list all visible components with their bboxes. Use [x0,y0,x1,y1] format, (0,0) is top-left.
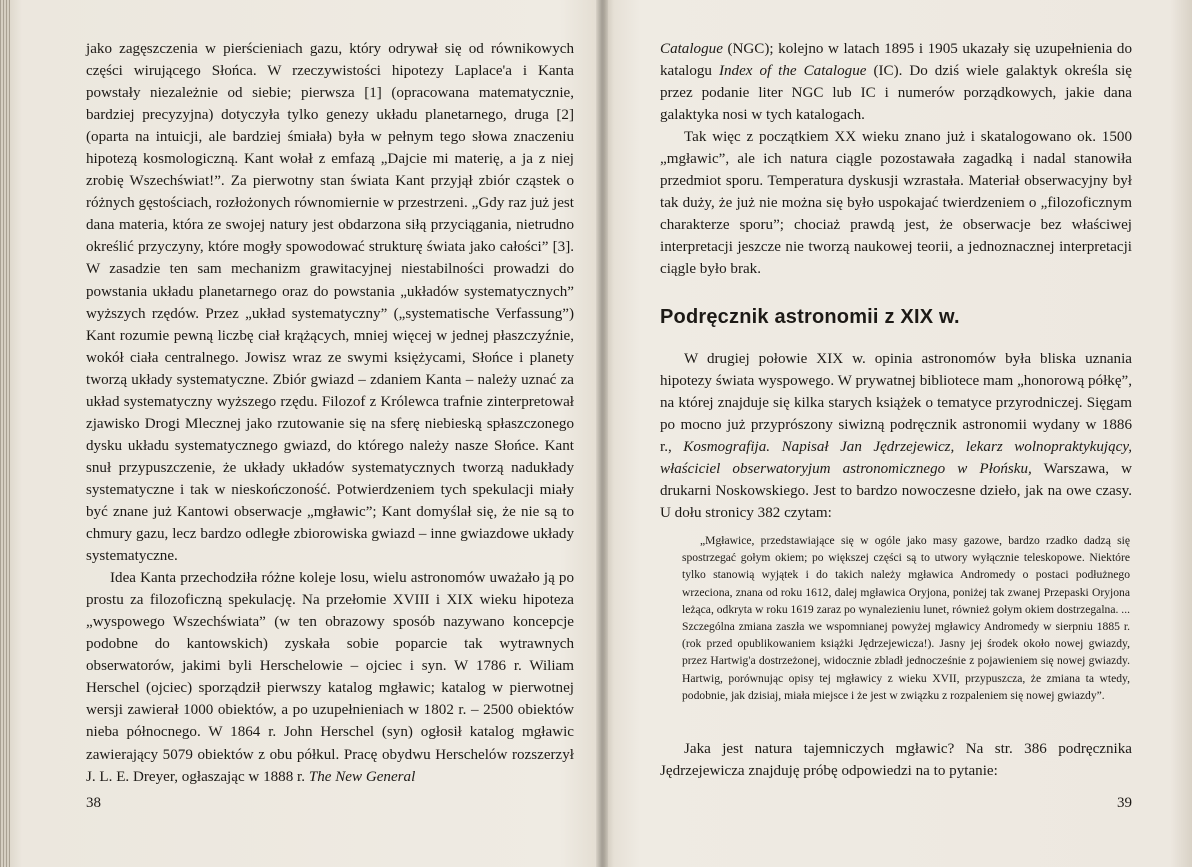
left-paragraph-2-text: Idea Kanta przechodziła różne koleje losu, wielu astronomów uważało ją po prostu za filozoficzną spekulację. Na przełomie XVIII i XIX wieku hipoteza „wyspowego Wszechświata” (w ten obrazowy sposób nazywano koncepcje podobne do kantowskich) zyskała sobie poparcie tak wytrawnych obserwatorów, jakimi byli Herschelowie – ojciec i syn. W 1786 r. Wiliam Herschel (ojciec) sporządził pierwszy katalog mgławic; katalog w pierwotnej wersji zawierał 1000 obiektów, a po uzupełnieniach w 1802 r. – 2500 obiektów nieba północnego. W 1864 r. John Herschel (syn) ogłosił katalog mgławic zawierający 5079 obiektów z obu półkul. Pracę obydwu Herschelów rozszerzył J. L. E. Dreyer, ogłaszając w 1888 r. [86,570,574,785]
section-heading: Podręcznik astronomii z XIX w. [660,306,960,328]
page-edges [0,0,10,867]
book-gutter [596,0,608,867]
index-title: Index of the Catalogue [718,63,867,80]
right-paragraph-1-a: (NGC); kolejno w latach 1895 i 1905 ukazały się uzupełnienia do katalogu [660,41,1132,80]
right-paragraph-3-b: Warszawa, w drukarni Noskowskiego. Jest to bardzo nowoczesne dzieło, jak na owe czasy. U dołu stronicy 382 czytam: [660,461,1132,522]
right-paragraph-1-b: (IC). Do dziś wiele galaktyk określa się przez podanie liter NGC lub IC i numerów porządkowych, jakie dana galaktyka nosi w tych katalogach. [660,63,1132,124]
right-paragraph-3-a: W drugiej połowie XIX w. opinia astronomów była bliska uznania hipotezy świata wyspowego. W prywatnej bibliotece mam „honorową półkę”, na której znajduje się kilka starych książek o tematyce przyrodniczej. Sięgam po mocno już przyprószony siwizną podręcznik astronomii wydany w 1886 r., [660,351,1132,456]
left-paragraph-2 [86,567,574,787]
closing-text: Jaka jest natura tajemniczych mgławic? Na str. 386 podręcznika Jędrzejewicza znajduję próbę odpowiedzi na to pytanie: [660,741,1132,780]
closing-paragraph [660,738,1132,782]
book-title: Kosmografija. Napisał Jan Jędrzejewicz, lekarz wolnopraktykujący, właściciel obserwatoryjum astronomicznego w Płońsku, [660,439,1133,478]
right-page-body [660,348,1132,524]
left-paragraph-2-title: The New General [308,768,416,785]
catalogue-title: Catalogue [660,41,723,57]
left-paragraph-1: jako zagęszczenia w pierścieniach gazu, który odrywał się od równikowych części wirującego Słońca. W rzeczywistości hipotezy Laplace'a i Kanta powstały niezależnie od siebie; pierwsza [1] (opracowana matematycznie, bardziej precyzyjna) dotyczyła tylko genezy układu planetarnego, druga [2] (oparta na intuicji, ale bardziej śmiała) była w pełnym tego słowa znaczeniu hipotezą kosmologiczną. Kant wołał z emfazą „Dajcie mi materię, a ja z niej zrobię Wszechświat!”. Za pierwotny stan świata Kant przyjął zbiór cząstek o różnych gęstościach, rozłożonych równomiernie w przestrzeni. „Gdy raz już jest dana materia, która ze swojej natury jest obdarzona siłą przyciągania, nietrudno określić przyczyny, które mogły spowodować strukturę świata jako całości” [3]. W zasadzie ten sam mechanizm grawitacyjnej niestabilności prowadzi do powstania układu planetarnego oraz do powstania „układów systematycznych” wyższych rzędów. Przez „układ systematyczny” („systematische Verfassung”) Kant rozumie pewną liczbę ciał krążących, mniej więcej w jednej płaszczyźnie, wokół ciała centralnego. Jowisz wraz ze swymi księżycami, Słońce i planety tworzą układy systematyczne. Zbiór gwiazd – zdaniem Kanta – należy uznać za układ systematyczny wyższego rzędu. Filozof z Królewca trafnie zinterpretował zjawisko Drogi Mlecznej jako rzutowanie się na sferę niebieską spłaszczonego dysku układu systematycznego gwiazd, do którego należy nasze Słońce. Kant snuł przypuszczenie, że układy układów systematycznych tworzą nadukłady systematyczne i tak w nieskończoność. Potwierdzeniem tych spekulacji miały być znane już Kantowi obserwacje „mgławic”; Kant domyślał się, że nie są to chmury gazu, lecz bardzo odległe zbiorowiska gwiazd – inne gwiazdowe układy systematyczne. [86,41,574,565]
left-page-number: 38 [86,795,101,811]
right-paragraph-3 [660,348,1132,524]
block-quote: „Mgławice, przedstawiające się w ogóle jako masy gazowe, bardzo rzadko dadzą się spostrzegać gołym okiem; po większej części są to utwory wyłącznie teleskopowe. Niektóre tylko stanowią wyjątek i do takich należy mgławica Andromedy o postaci podłużnego wrzeciona, znana od roku 1612, dalej mgławica Oryjona, poniżej tak zwanej Przepaski Oryjona leżąca, odkryta w roku 1619 zaraz po wynalezieniu lunet, również gołym okiem dostrzegalna. ... Szczególna zmiana zaszła we wspomnianej powyżej mgławicy Andromedy w sierpniu 1885 r. (rok przed opublikowaniem książki Jędrzejewicza!). Jasny jej środek około nowej gwiazdy, przez Hartwig'a dostrzeżonej, widocznie zbladł jednocześnie z pojawieniem się nowej gwiazdy. Hartwig, porównując opisy tej mgławicy z wieku XVII, przypuszcza, że zmiana ta wtedy, podobnie, jak dzisiaj, miała miejsce i że jest w związku z rozpaleniem się nowej gwiazdy”. [682,534,1130,702]
right-page-number: 39 [1117,795,1132,811]
left-page-text [86,38,574,788]
right-paragraph-2: Tak więc z początkiem XX wieku znano już i skatalogowano ok. 1500 „mgławic”, ale ich natura ciągle pozostawała zagadką i nadal stanowiła przedmiot sporu. Temperatura dyskusji wzrastała. Materiał obserwacyjny był tak duży, że już nie można się było uspokajać twierdzeniem o „filozoficznym charakterze sporu”; chociaż prawdą jest, że obserwacje bez właściwej interpretacji jeszcze nie tworzą naukowej teorii, a jednoznacznej interpretacji ciągle było brak. [660,129,1132,278]
right-page-continuation [660,38,1132,281]
right-paragraph-1 [660,38,1132,126]
